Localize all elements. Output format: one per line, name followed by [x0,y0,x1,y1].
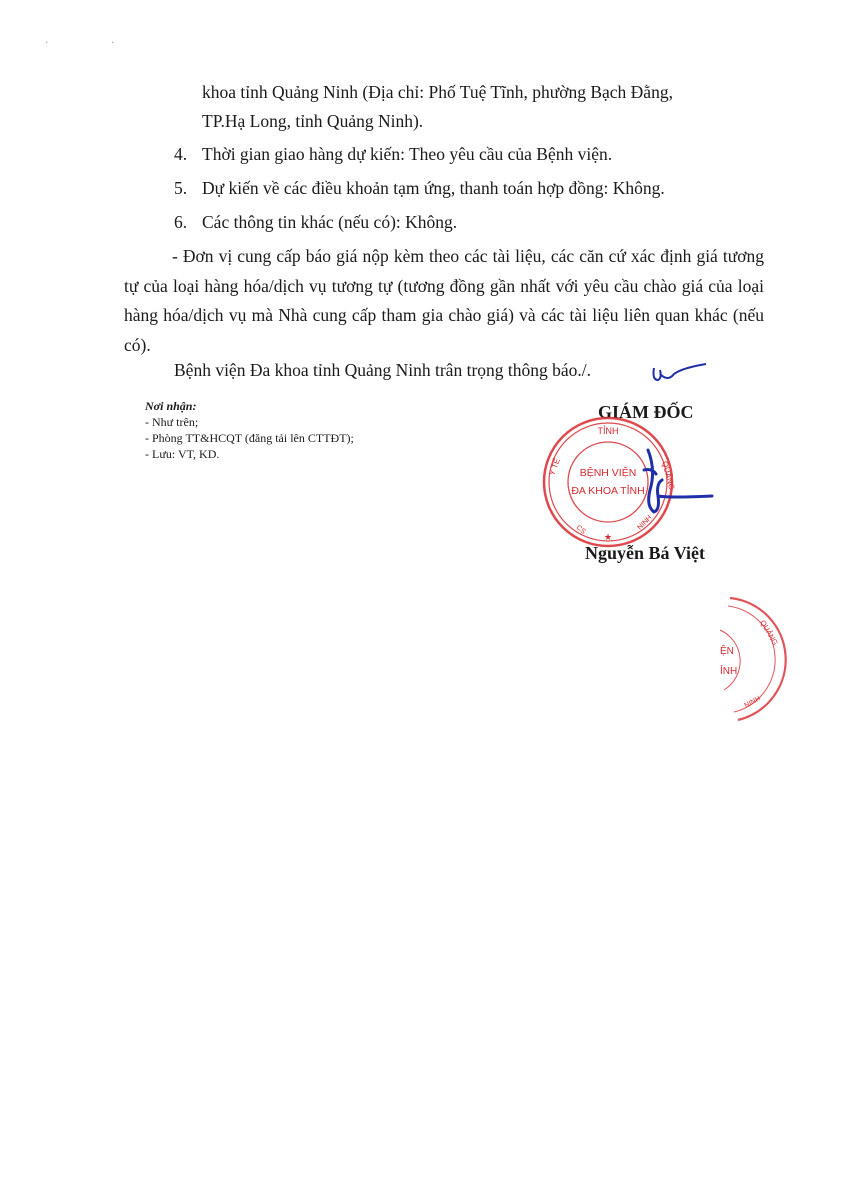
director-signature [630,440,720,530]
item-number: 5. [174,178,188,198]
recipients-title: Nơi nhận: [145,399,197,413]
note-paragraph: - Đơn vị cung cấp báo giá nộp kèm theo các tài liệu, các căn cứ xác định giá tương tự của loại hàng hóa/dịch vụ tương tự (tương đồng gần nhất với yêu cầu chào giá của loại hàng hóa/dịch vụ mà Nhà cung cấp tham gia chào giá) và các tài liệu liên quan khác (nếu có). [124,246,764,355]
item-number: 6. [174,212,188,232]
seal-right-text: QUẢNG [660,460,676,491]
list-item [174,208,457,238]
item-number: 4. [174,144,188,164]
seal-top-text: TỈNH [597,426,619,436]
closing-line: Bệnh viện Đa khoa tỉnh Quảng Ninh trân trọng thông báo./. [174,360,592,380]
item-text: Dự kiến về các điều khoản tạm ứng, thanh toán hợp đồng: Không. [202,178,665,198]
seal-bottom-right-text: NINH [636,514,654,532]
item-text: Các thông tin khác (nếu có): Không. [202,212,458,232]
initial-signature [648,360,710,390]
scan-specks: · · [45,38,145,49]
partial-seal-line-1: ỆN [720,646,734,657]
list-item [174,174,665,204]
seal-left-text: Y TẾ [547,457,562,477]
signer-name: Nguyễn Bá Việt [585,543,706,563]
recipient-line: - Như trên; [145,415,199,429]
partial-seal-line-2: ỈNH [720,666,738,677]
seal-bottom-text: CS [574,524,587,536]
seal-line-1: BỆNH VIỆN [579,467,637,479]
list-item [174,140,612,170]
signer-title: GIÁM ĐỐC [598,402,694,422]
partial-seal [690,590,790,730]
address-line-2: TP.Hạ Long, tỉnh Quảng Ninh). [202,111,424,131]
address-line-1: khoa tỉnh Quảng Ninh (Địa chỉ: Phố Tuệ Tĩnh, phường Bạch Đằng, [202,82,673,102]
item-text: Thời gian giao hàng dự kiến: Theo yêu cầu của Bệnh viện. [202,144,613,164]
partial-seal-right-text: QUẢNG [758,618,780,647]
recipients-block [145,398,354,462]
seal-star: ★ [603,532,613,542]
recipient-line: - Lưu: VT, KD. [145,447,220,461]
partial-seal-bottom-text: NINH [743,695,762,710]
recipient-line: - Phòng TT&HCQT (đăng tải lên CTTĐT); [145,431,354,445]
seal-line-2: ĐA KHOA TỈNH [571,485,645,497]
